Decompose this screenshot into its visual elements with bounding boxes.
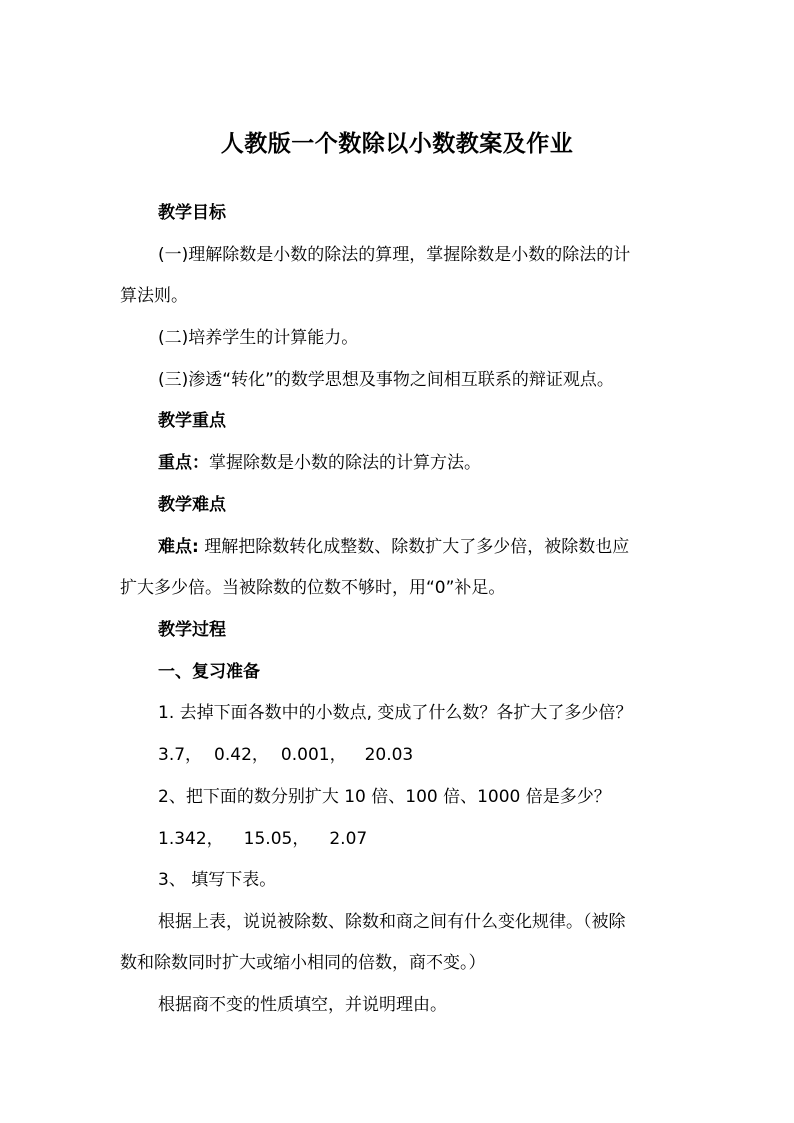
key-text: 掌握除数是小数的除法的计算方法。 bbox=[209, 453, 481, 473]
question-2: 2、把下面的数分别扩大 10 倍、100 倍、1000 倍是多少？ bbox=[158, 787, 611, 807]
difficult-heading: 教学难点 bbox=[158, 495, 226, 515]
q1-number: 20.03 bbox=[364, 745, 414, 765]
q2-number: 1.342， bbox=[158, 829, 224, 849]
difficult-text-line2: 扩大多少倍。当被除数的位数不够时，用“0”补足。 bbox=[120, 578, 506, 598]
objective-2: (二)培养学生的计算能力。 bbox=[158, 328, 359, 348]
difficult-label: 难点: bbox=[158, 537, 199, 557]
objective-3: (三)渗透“转化”的数学思想及事物之间相互联系的辩证观点。 bbox=[158, 370, 614, 390]
question-3: 3、 填写下表。 bbox=[158, 870, 277, 890]
q1-number: 3.7， bbox=[158, 745, 203, 765]
q1-number: 0.42， bbox=[214, 745, 269, 765]
key-label: 重点： bbox=[158, 453, 209, 473]
key-paragraph bbox=[0, 451, 794, 475]
q2-number: 2.07 bbox=[329, 829, 368, 849]
question-2-numbers bbox=[0, 827, 794, 851]
key-heading: 教学重点 bbox=[158, 411, 226, 431]
rule-line2: 数和除数同时扩大或缩小相同的倍数，商不变。） bbox=[120, 953, 486, 973]
document-title: 人教版一个数除以小数教案及作业 bbox=[220, 131, 574, 157]
q1-number: 0.001， bbox=[280, 745, 347, 765]
question-1: 1. 去掉下面各数中的小数点, 变成了什么数？各扩大了多少倍？ bbox=[158, 703, 633, 723]
difficult-paragraph-line1 bbox=[0, 535, 794, 559]
q2-number: 15.05， bbox=[243, 829, 310, 849]
difficult-text-line1: 理解把除数转化成整数、除数扩大了多少倍，被除数也应 bbox=[198, 537, 630, 557]
fill-in-instruction: 根据商不变的性质填空，并说明理由。 bbox=[158, 995, 447, 1015]
objective-1-line2: 算法则。 bbox=[120, 286, 188, 306]
process-heading: 教学过程 bbox=[158, 620, 226, 640]
objectives-heading: 教学目标 bbox=[158, 203, 226, 223]
objective-1-line1: (一)理解除数是小数的除法的算理，掌握除数是小数的除法的计 bbox=[158, 245, 631, 265]
review-heading: 一、复习准备 bbox=[158, 662, 260, 682]
question-1-numbers bbox=[0, 743, 794, 767]
rule-line1: 根据上表，说说被除数、除数和商之间有什么变化规律。（被除 bbox=[158, 912, 626, 932]
